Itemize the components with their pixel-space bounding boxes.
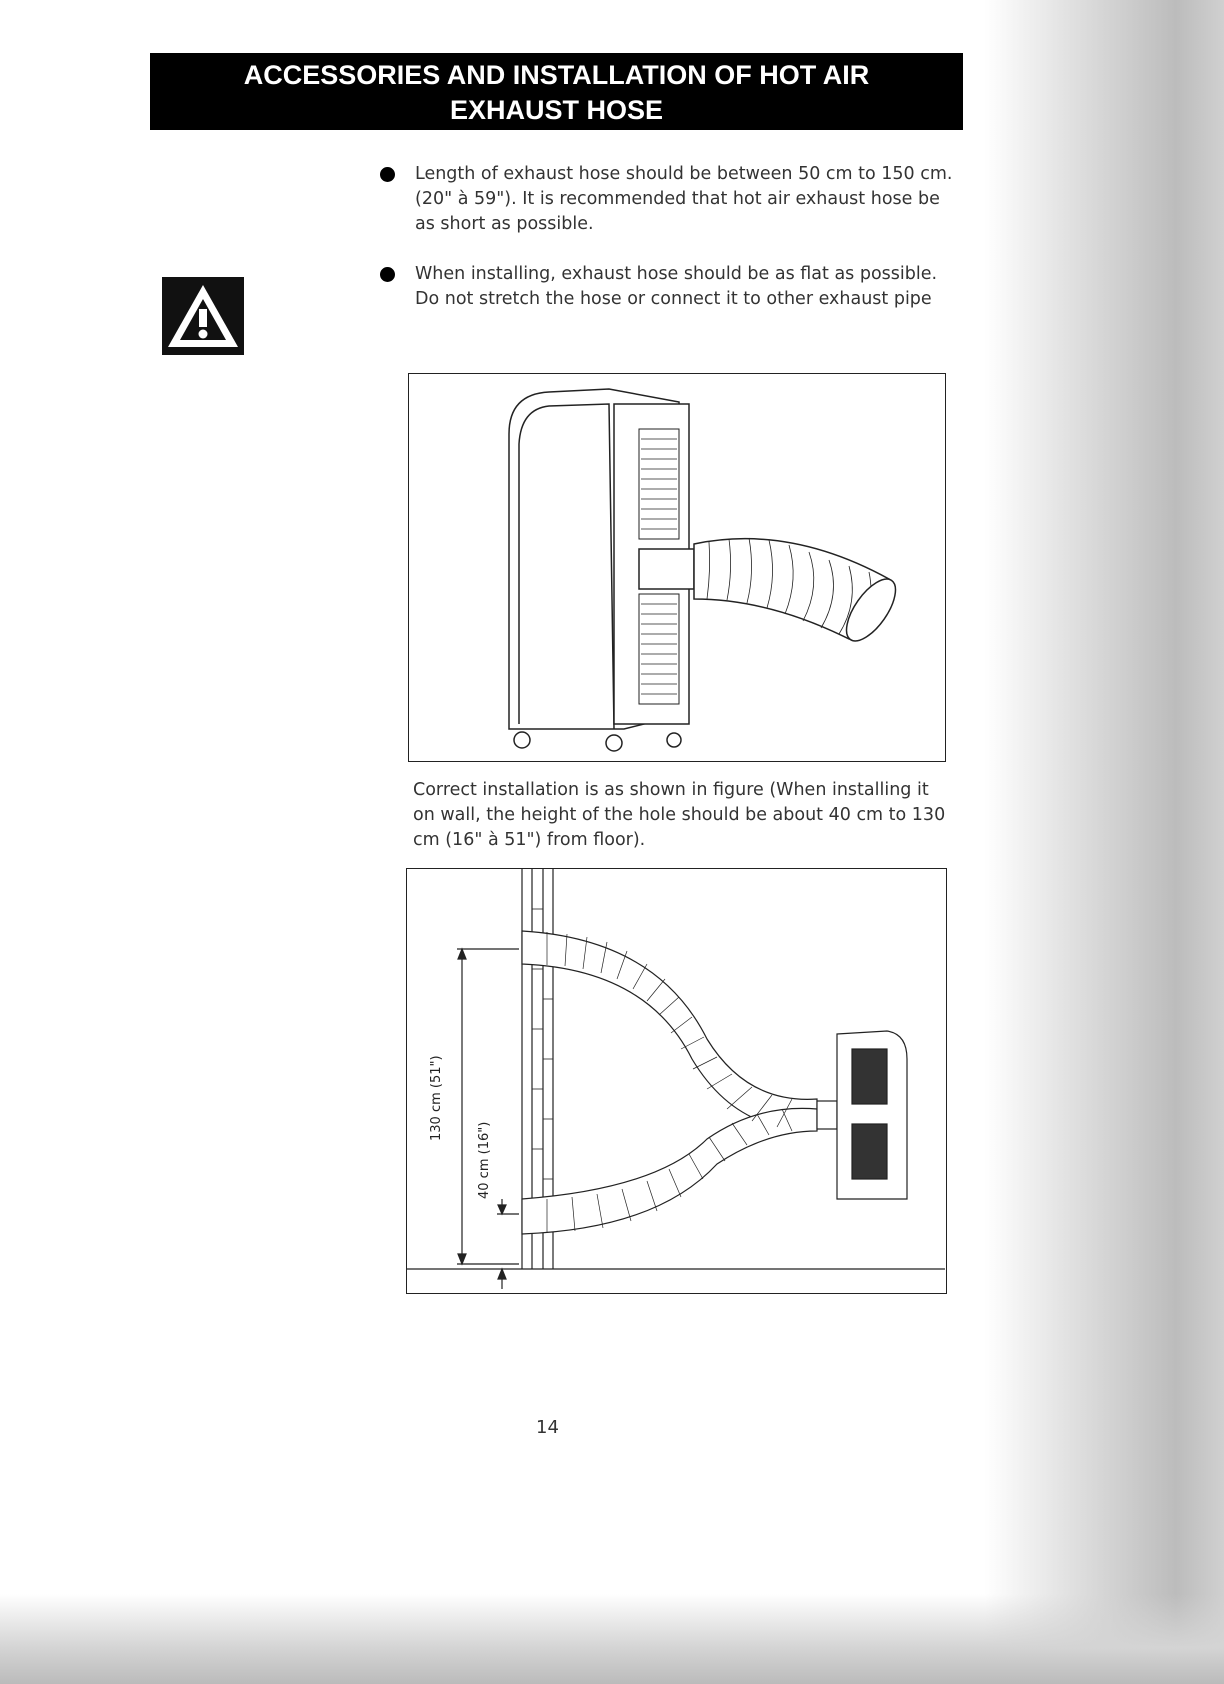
bullet-hose-flat: When installing, exhaust hose should be as flat as possible. Do not stretch the hose or connect it to other exhaust pipe — [380, 262, 960, 312]
header-title-line2: EXHAUST HOSE — [449, 95, 664, 125]
scan-shadow-bottom — [0, 1594, 1224, 1684]
figure-caption: Correct installation is as shown in figure (When installing it on wall, the height of the hole should be about 40 cm to 130 cm (16" à 51") from floor). — [413, 780, 946, 850]
bullet-dot-icon — [380, 267, 395, 282]
dimension-label-40cm: 40 cm (16") — [477, 1121, 492, 1199]
section-header — [150, 53, 963, 130]
figure-unit-with-hose — [408, 373, 946, 762]
scan-shadow-right — [984, 0, 1224, 1684]
warning-icon — [162, 277, 244, 355]
dimension-label-130cm: 130 cm (51") — [429, 1055, 444, 1141]
bullet-dot-icon — [380, 167, 395, 182]
figure-wall-installation — [406, 868, 947, 1294]
header-title-line1: ACCESSORIES AND INSTALLATION OF HOT AIR — [243, 60, 870, 90]
bullet-hose-length: Length of exhaust hose should be between 50 cm to 150 cm. (20" à 59"). It is recommended that hot air exhaust hose be as short as possible. — [380, 162, 960, 237]
page-number: 14 — [536, 1417, 559, 1438]
